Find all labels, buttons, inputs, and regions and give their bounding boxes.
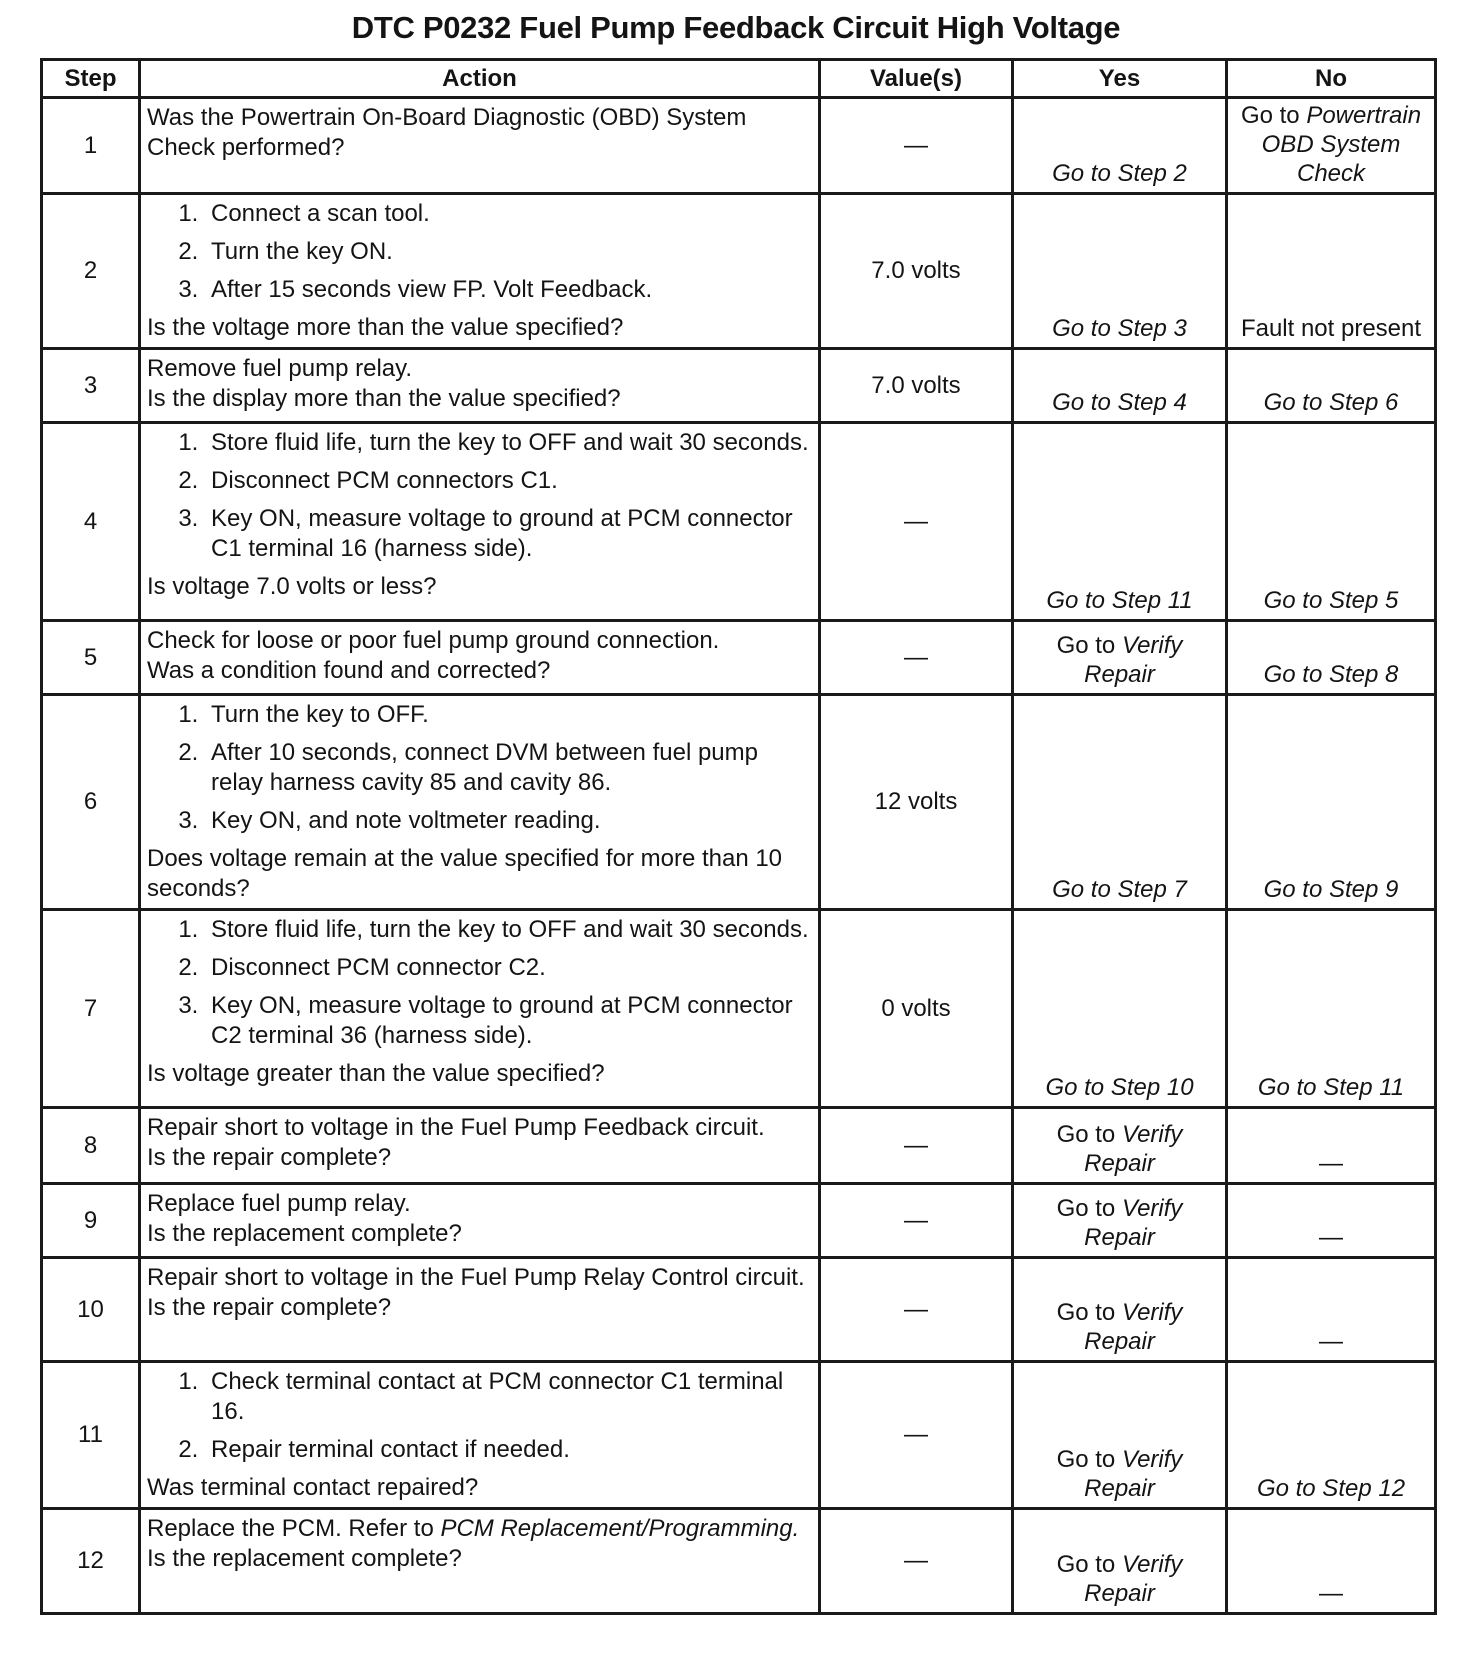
step-number: 6 [42,695,140,910]
yes-italic: Go to Step 7 [1052,876,1187,903]
no-cell [1227,1509,1436,1614]
yes-plain: Go to [1056,1195,1116,1222]
action-cell [140,1258,820,1362]
step-number: 4 [42,423,140,621]
table-row [42,423,1436,621]
yes-cell [1013,423,1227,621]
no-cell [1227,98,1436,194]
no-cell [1227,695,1436,910]
no-italic: Go to Step 6 [1263,389,1399,416]
action-step-item: 2. Disconnect PCM connectors C1. [205,466,812,496]
table-row [42,1258,1436,1362]
yes-cell [1013,349,1227,423]
header-values: Value(s) [820,60,1013,98]
yes-plain: Go to [1056,632,1116,659]
action-step-item: 2. After 10 seconds, connect DVM between fuel pump relay harness cavity 85 and cavity 86. [205,738,812,798]
no-cell [1227,1108,1436,1184]
action-step-item: 3. Key ON, measure voltage to ground at PCM connector C2 terminal 36 (harness side). [205,991,812,1051]
step-number: 7 [42,910,140,1108]
action-cell [140,695,820,910]
step-number: 10 [42,1258,140,1362]
yes-cell [1013,1509,1227,1614]
action-cell [140,1362,820,1509]
value-cell: — [820,1509,1013,1614]
action-step-item: 1. Store fluid life, turn the key to OFF and wait 30 seconds. [205,428,812,458]
no-italic: Go to Step 9 [1263,876,1399,903]
value-cell: — [820,1362,1013,1509]
action-step-item: 1. Check terminal contact at PCM connector C1 terminal 16. [205,1367,812,1427]
yes-cell [1013,695,1227,910]
action-question: Is the display more than the value specified? [147,385,621,412]
action-steps [147,700,812,836]
no-plain: Go to [1240,102,1300,129]
action-step-item: 1. Turn the key to OFF. [205,700,812,730]
step-number: 2 [42,194,140,349]
action-question: Was terminal contact repaired? [147,1474,479,1501]
no-cell [1227,621,1436,695]
table-row [42,910,1436,1108]
no-cell [1227,1184,1436,1258]
action-text [147,1514,812,1544]
yes-plain: Go to [1056,1299,1116,1326]
step-number: 9 [42,1184,140,1258]
action-text: Repair short to voltage in the Fuel Pump Relay Control circuit. [147,1264,805,1291]
action-cell [140,423,820,621]
diagnostic-table [40,58,1437,1615]
action-text: Remove fuel pump relay. [147,355,413,382]
no-cell [1227,1362,1436,1509]
action-question: Does voltage remain at the value specified for more than 10 seconds? [147,845,783,902]
action-text: Repair short to voltage in the Fuel Pump Feedback circuit. [147,1114,765,1141]
yes-plain: Go to [1056,1551,1116,1578]
value-cell: — [820,423,1013,621]
yes-italic: Go to Step 3 [1052,315,1187,342]
yes-cell [1013,1108,1227,1184]
action-question: Is the replacement complete? [147,1545,462,1572]
table-row [42,695,1436,910]
action-step-item: 1. Connect a scan tool. [205,199,812,229]
header-action: Action [140,60,820,98]
yes-plain: Go to [1056,1446,1116,1473]
table-row [42,1184,1436,1258]
no-italic: Go to Step 8 [1263,661,1399,688]
yes-italic: Go to Step 10 [1045,1074,1194,1101]
yes-italic: Go to Step 4 [1052,389,1187,416]
action-step-item: 1. Store fluid life, turn the key to OFF and wait 30 seconds. [205,915,812,945]
step-number: 12 [42,1509,140,1614]
table-row [42,1108,1436,1184]
yes-cell [1013,621,1227,695]
no-cell [1227,194,1436,349]
yes-italic: Go to Step 2 [1052,160,1187,187]
yes-italic: Verify Repair [1084,1299,1183,1355]
no-plain: Fault not present [1240,315,1422,342]
action-question: Is the repair complete? [147,1294,392,1321]
step-number: 5 [42,621,140,695]
action-step-item: 3. Key ON, measure voltage to ground at PCM connector C1 terminal 16 (harness side). [205,504,812,564]
action-question: Is the voltage more than the value specified? [147,314,624,341]
action-question: Is voltage 7.0 volts or less? [147,573,437,600]
yes-cell [1013,1258,1227,1362]
yes-italic: Verify Repair [1084,1446,1183,1502]
action-steps [147,915,812,1051]
no-cell [1227,423,1436,621]
table-row [42,349,1436,423]
yes-plain: Go to [1056,1121,1116,1148]
action-cell [140,98,820,194]
value-cell: — [820,98,1013,194]
header-step: Step [42,60,140,98]
value-cell: — [820,621,1013,695]
no-plain: — [1319,1328,1343,1355]
page-title: DTC P0232 Fuel Pump Feedback Circuit High Voltage [351,10,1121,45]
action-cell [140,1509,820,1614]
table-row [42,194,1436,349]
table-row [42,1362,1436,1509]
action-text: Check for loose or poor fuel pump ground connection. [147,627,720,654]
action-question: Was a condition found and corrected? [147,657,551,684]
value-cell: 7.0 volts [820,349,1013,423]
value-cell: — [820,1258,1013,1362]
table-row [42,621,1436,695]
no-cell [1227,1258,1436,1362]
action-cell [140,1184,820,1258]
action-cell [140,1108,820,1184]
action-text-reference: PCM Replacement/Programming. [440,1515,800,1542]
action-cell [140,910,820,1108]
action-question: Is the replacement complete? [147,1220,462,1247]
yes-cell [1013,1362,1227,1509]
yes-italic: Verify Repair [1084,1551,1183,1607]
action-question: Is voltage greater than the value specified? [147,1060,605,1087]
header-row [42,60,1436,98]
value-cell: 7.0 volts [820,194,1013,349]
step-number: 3 [42,349,140,423]
no-italic: Go to Step 5 [1263,587,1399,614]
no-cell [1227,910,1436,1108]
action-text: Was the Powertrain On-Board Diagnostic (OBD) System Check performed? [147,104,747,161]
action-steps [147,428,812,564]
yes-cell [1013,98,1227,194]
yes-italic: Verify Repair [1084,1195,1183,1251]
value-cell: 12 volts [820,695,1013,910]
action-step-item: 2. Repair terminal contact if needed. [205,1435,812,1465]
yes-cell [1013,1184,1227,1258]
action-step-item: 2. Turn the key ON. [205,237,812,267]
no-cell [1227,349,1436,423]
step-number: 11 [42,1362,140,1509]
no-plain: — [1319,1224,1343,1251]
action-steps [147,199,812,305]
yes-italic: Verify Repair [1084,632,1183,688]
yes-italic: Go to Step 11 [1046,587,1193,614]
action-question: Is the repair complete? [147,1144,392,1171]
table-row [42,98,1436,194]
no-italic: Go to Step 11 [1257,1074,1405,1101]
value-cell: — [820,1184,1013,1258]
value-cell: — [820,1108,1013,1184]
yes-cell [1013,910,1227,1108]
step-number: 1 [42,98,140,194]
yes-italic: Verify Repair [1084,1121,1183,1177]
action-step-item: 3. After 15 seconds view FP. Volt Feedback. [205,275,812,305]
yes-cell [1013,194,1227,349]
table-row [42,1509,1436,1614]
step-number: 8 [42,1108,140,1184]
no-italic: Go to Step 12 [1256,1475,1406,1502]
header-no: No [1227,60,1436,98]
action-steps [147,1367,812,1465]
no-italic: Powertrain OBD System Check [1261,102,1422,187]
action-text-plain: Replace the PCM. Refer to [147,1515,434,1542]
value-cell: 0 volts [820,910,1013,1108]
action-cell [140,349,820,423]
action-cell [140,194,820,349]
action-text: Replace fuel pump relay. [147,1190,411,1217]
action-cell [140,621,820,695]
action-step-item: 2. Disconnect PCM connector C2. [205,953,812,983]
header-yes: Yes [1013,60,1227,98]
no-plain: — [1319,1150,1343,1177]
no-plain: — [1319,1580,1343,1607]
action-step-item: 3. Key ON, and note voltmeter reading. [205,806,812,836]
